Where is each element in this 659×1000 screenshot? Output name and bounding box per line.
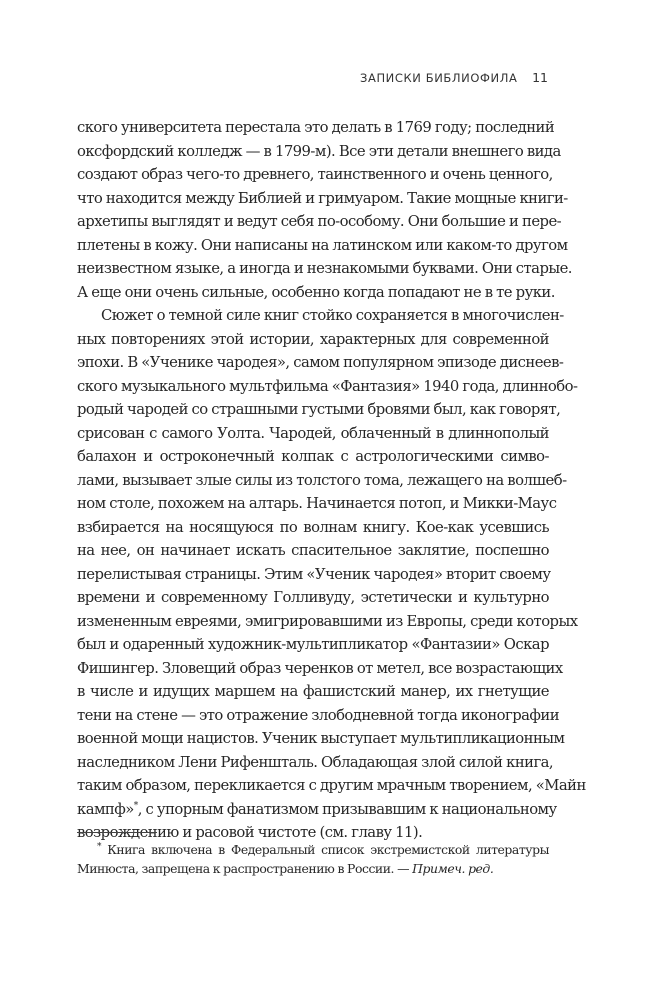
- footnote-divider: [77, 832, 157, 833]
- text-line: оксфордский колледж — в 1799-м). Все эти детали внешнего вида: [77, 142, 561, 160]
- text-line: измененным евреями, эмигрировавшими из Европы, среди которых: [77, 612, 578, 630]
- footnote: [77, 840, 549, 878]
- text-fragment: , с упорным фанатизмом призывавшим к национальному: [137, 800, 557, 818]
- text-line: таким образом, перекликается с другим мрачным творением, «Майн: [77, 777, 586, 794]
- footnote-text: Книга включена в Федеральный список экстремистской литературы: [107, 842, 549, 857]
- text-line: тени на стене — это отражение злободневной тогда иконографии: [77, 706, 560, 724]
- footnote-mark: *: [97, 841, 102, 852]
- text-line: Сюжет о темной силе книг стойко сохраняется в многочислен-: [101, 307, 564, 324]
- text-line: эпохи. В «Ученике чародея», самом популярном эпизоде диснеев-: [77, 354, 564, 371]
- text-line-with-footnote-ref: [77, 798, 557, 822]
- text-line: наследником Лени Рифеншталь. Обладающая злой силой книга,: [77, 753, 554, 771]
- text-fragment: кампф»: [77, 800, 134, 818]
- text-line: был и одаренный художник-мультипликатор «Фантазии» Оскар: [77, 636, 549, 653]
- text-line: ных повторениях этой истории, характерных для современной: [77, 330, 549, 348]
- paragraph-2: [77, 304, 586, 845]
- text-line: ского музыкального мультфильма «Фантазия» 1940 года, длиннобо-: [77, 377, 578, 395]
- text-line: что находится между Библией и гримуаром. Такие мощные книги-: [77, 189, 568, 207]
- paragraph-1: [77, 116, 572, 304]
- text-line: перелистывая страницы. Этим «Ученик чародея» вторит своему: [77, 565, 551, 583]
- text-line: создают образ чего-то древнего, таинственного и очень ценного,: [77, 166, 553, 183]
- page-number: 11: [532, 70, 548, 85]
- footnote-editor-note: Примеч. ред.: [412, 861, 494, 876]
- text-line: балахон и остроконечный колпак с астрологическими симво-: [77, 448, 549, 465]
- text-line: ского университета перестала это делать в 1769 году; последний: [77, 119, 555, 136]
- footnote-line: [77, 859, 549, 878]
- text-line: возрождению и расовой чистоте (см. главу 11).: [77, 824, 423, 841]
- text-line: архетипы выглядят и ведут себя по-особому. Они большие и пере-: [77, 213, 562, 230]
- text-line: на нее, он начинает искать спасительное заклятие, поспешно: [77, 542, 549, 559]
- text-line: взбирается на носящуюся по волнам книгу. Кое-как усевшись: [77, 518, 549, 536]
- footnote-text: Минюста, запрещена к распространению в России. —: [77, 861, 413, 876]
- text-line: времени и современному Голливуду, эстетически и культурно: [77, 589, 549, 606]
- body-text: [77, 116, 586, 845]
- text-line: лами, вызывает злые силы из толстого тома, лежащего на волшеб-: [77, 471, 567, 489]
- page-header: [360, 70, 548, 85]
- text-line: неизвестном языке, а иногда и незнакомыми буквами. Они старые.: [77, 260, 572, 277]
- text-line: в числе и идущих маршем на фашистский манер, их гнетущие: [77, 683, 549, 700]
- text-line: родый чародей со страшными густыми бровями был, как говорят,: [77, 401, 561, 418]
- text-line: Фишингер. Зловещий образ черенков от метел, все возрастающих: [77, 659, 563, 677]
- text-line: срисован с самого Уолта. Чародей, облаченный в длиннополый: [77, 424, 549, 442]
- text-line: ном столе, похожем на алтарь. Начинается потоп, и Микки-Маус: [77, 495, 557, 512]
- footnote-line: [77, 840, 549, 859]
- text-line: военной мощи нацистов. Ученик выступает мультипликационным: [77, 730, 565, 747]
- footnote-ref-mark[interactable]: *: [133, 800, 138, 811]
- text-line: А еще они очень сильные, особенно когда попадают не в те руки.: [77, 283, 555, 301]
- text-line: плетены в кожу. Они написаны на латинском или каком-то другом: [77, 236, 568, 254]
- running-title: ЗАПИСКИ БИБЛИОФИЛА: [360, 71, 518, 85]
